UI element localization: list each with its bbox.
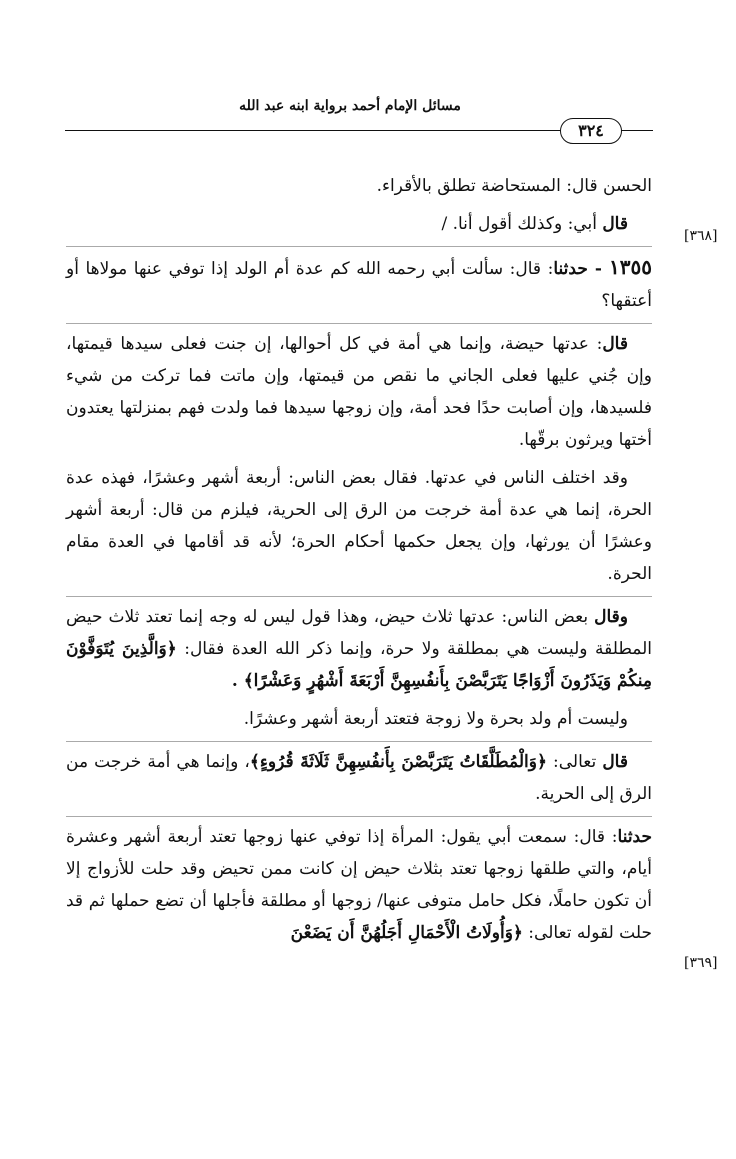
paragraph-5: وقد اختلف الناس في عدتها. فقال بعض الناس: أربعة أشهر وعشرًا، فهذه عدة الحرة، إنما هي عدة أمة خرجت من الرق إلى الحرية، فيلزم من قال: أربعة أشهر وعشرًا أن يورثها، وإن يجعل حكمها أحكام الحرة؛ لأنه قد أقامها في العدة مقام الحرة. <box>66 468 652 584</box>
running-title: مسائل الإمام أحمد برواية ابنه عبد الله <box>239 98 461 114</box>
paragraph-4 <box>66 323 652 456</box>
paragraph-2 <box>66 208 652 240</box>
paragraph-4-label: قال <box>602 334 628 354</box>
paragraph-2-text: أبي: وكذلك أقول أنا. / <box>441 214 603 234</box>
page-number-badge: ٣٢٤ <box>560 118 622 144</box>
paragraph-4-text: : عدتها حيضة، وإنما هي أمة في كل أحوالها، إن جنت فعلى سيدها قيمتها، وإن جُني عليها فعلى الجاني ما نقص من قيمتها، وإن ماتت فما تركت من شيء فلسيدها، وإن أصابت حدًا فحد أمة، وإن زوجها سيدها فما ولدت فهم بمنزلتها يعتدون أختها ويرثون برقّها. <box>66 334 652 450</box>
paragraph-8-pre: تعالى: <box>546 752 603 772</box>
body-text <box>66 170 652 955</box>
paragraph-7: وليست أم ولد بحرة ولا زوجة فتعتد أربعة أشهر وعشرًا. <box>243 709 628 729</box>
paragraph-8-label: قال <box>602 752 628 772</box>
quran-verse-1: ﴿وَالَّذِينَ يُتَوَفَّوْنَ مِنكُمْ وَيَذَرُونَ أَزْوَاجًا يَتَرَبَّصْنَ بِأَنفُسِهِنَّ أَرْبَعَةَ أَشْهُرٍ وَعَشْرًا﴾ . <box>66 639 652 691</box>
quran-verse-2: ﴿وَالْمُطَلَّقَاتُ يَتَرَبَّصْنَ بِأَنفُسِهِنَّ ثَلَاثَةَ قُرُوءٍ﴾ <box>249 752 547 772</box>
paragraph-9 <box>66 816 652 949</box>
quran-verse-3: ﴿وَأُولَاتُ الْأَحْمَالِ أَجَلُهُنَّ أَن يَضَعْنَ <box>290 923 523 943</box>
paragraph-6 <box>66 596 652 697</box>
paragraph-9-text: : قال: سمعت أبي يقول: المرأة إذا توفي عنها زوجها تعتد أربعة أشهر وعشرة أيام، والتي طلقها زوجها تعتد بثلاث حيض إن كانت ممن تحيض وقد حلت للأزواج إلا أن تكون حاملًا، فكل حامل متوفى عنها/ زوجها أو مطلقة فأجلها أن تضع حملها ثم قد حلت لقوله تعالى: <box>66 827 652 943</box>
margin-reference-368: [٣٦٨] <box>684 228 718 244</box>
paragraph-3-text: : قال: سألت أبي رحمه الله كم عدة أم الولد إذا توفي عنها مولاها أو أعتقها؟ <box>66 259 652 311</box>
paragraph-1: الحسن قال: المستحاضة تطلق بالأقراء. <box>376 176 652 196</box>
paragraph-3 <box>66 246 652 317</box>
hadith-number: ١٣٥٥ <box>609 255 653 279</box>
paragraph-6-label: وقال <box>594 607 628 627</box>
margin-reference-369: [٣٦٩] <box>684 955 718 971</box>
paragraph-2-label: قال <box>602 214 628 234</box>
paragraph-9-label: حدثنا <box>617 827 652 847</box>
paragraph-8-text: ، وإنما هي أمة خرجت من الرق إلى الحرية. <box>66 752 652 804</box>
paragraph-3-label: - حدثنا <box>553 259 610 279</box>
paragraph-6-text: بعض الناس: عدتها ثلاث حيض، وهذا قول ليس له وجه إنما تعتد ثلاث حيض المطلقة وليست هي بمطلقة ولا حرة، وإنما ذكر الله العدة فقال: <box>66 607 652 659</box>
paragraph-8 <box>66 741 652 810</box>
